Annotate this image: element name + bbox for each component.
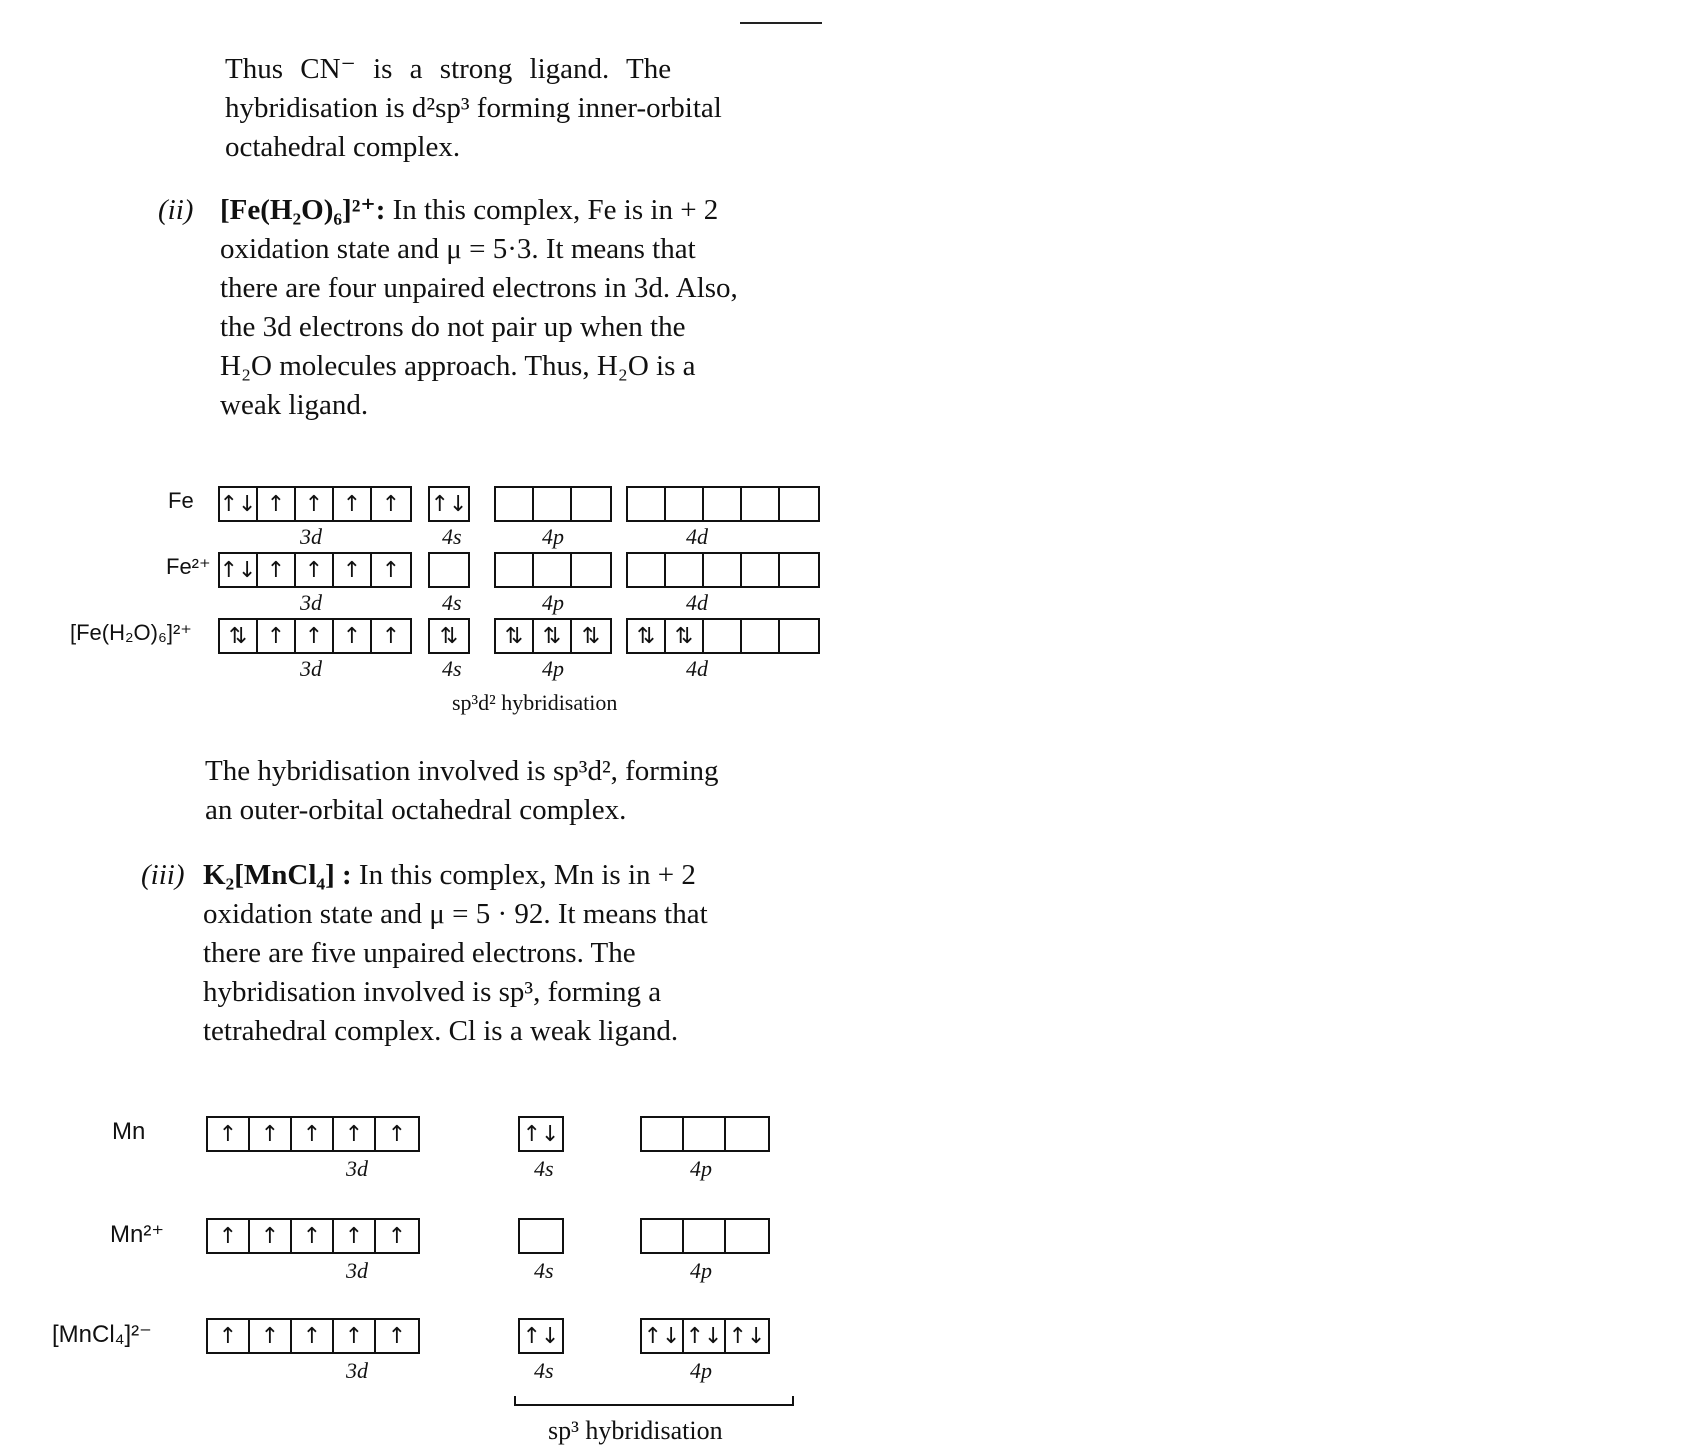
orbital-box: ↑ [296, 488, 334, 520]
orbital-label-d3: 3d [300, 590, 322, 615]
orbital-box: ↑ [334, 554, 372, 586]
orbital-box: ↑ [381, 491, 401, 517]
orbital-box: ↑ [334, 488, 372, 520]
orbital-box [534, 488, 572, 520]
hybridisation-brace [514, 1396, 794, 1406]
orbital-group-d3 [206, 1116, 420, 1152]
orbital-box [704, 488, 742, 520]
orbital-box [572, 488, 610, 520]
orbital-label-d4: 4d [686, 656, 708, 681]
orbital-box [430, 554, 468, 586]
orbital-label-d3: 3d [346, 1358, 368, 1383]
orbital-group-p4 [494, 618, 612, 654]
item-number: (ii) [158, 194, 194, 226]
text-line: oxidation state and μ = 5 · 92. It means that [203, 898, 708, 930]
orbital-box: ↑ [208, 1320, 250, 1352]
orbital-box [520, 1220, 562, 1252]
orbital-label-d3: 3d [346, 1156, 368, 1181]
orbital-group-d3 [218, 552, 412, 588]
paragraph-fe-h2o [158, 191, 830, 425]
orbital-box: ↑↓ [430, 491, 468, 517]
paragraph-mncl4 [141, 856, 813, 1051]
orbital-box [496, 554, 534, 586]
orbital-box: ↑ [387, 1323, 407, 1349]
orbital-box: ↑ [292, 1118, 334, 1150]
orbital-box: ↑ [387, 1121, 407, 1147]
orbital-group-s4 [518, 1218, 564, 1254]
hybridisation-note: sp³d² hybridisation [452, 690, 618, 715]
orbital-group-d3 [206, 1318, 420, 1354]
orbital-group-p4 [494, 486, 612, 522]
item-number: (iii) [141, 859, 185, 891]
paragraph-fe-hybridisation [205, 752, 815, 830]
text-line: there are four unpaired electrons in 3d. Also, [220, 272, 738, 304]
orbital-box: ⇅ [439, 623, 459, 649]
orbital-box: ⇅ [220, 620, 258, 652]
orbital-label-p4: 4p [690, 1156, 712, 1181]
orbital-box: ↑ [258, 620, 296, 652]
orbital-box [726, 1118, 768, 1150]
orbital-box [628, 554, 666, 586]
text-line: Thus CN⁻ is a strong ligand. The [225, 53, 672, 85]
orbital-box: ↑ [250, 1220, 292, 1252]
orbital-group-s4 [428, 486, 470, 522]
orbital-box [642, 1220, 684, 1252]
orbital-box [534, 554, 572, 586]
orbital-box: ↑ [334, 1320, 376, 1352]
orbital-group-d3 [218, 618, 412, 654]
orbital-box: ↑ [381, 557, 401, 583]
text-line: an outer-orbital octahedral complex. [205, 794, 627, 826]
orbital-row-label: [MnCl₄]²⁻ [52, 1321, 152, 1348]
orbital-box [742, 488, 780, 520]
paragraph-cn-conclusion [225, 50, 825, 167]
orbital-row-label: Fe²⁺ [166, 554, 211, 579]
orbital-box: ↑ [381, 623, 401, 649]
orbital-label-s4: 4s [442, 524, 462, 549]
orbital-box [642, 1118, 684, 1150]
orbital-group-d4 [626, 552, 820, 588]
text-line: there are five unpaired electrons. The [203, 937, 636, 969]
complex-heading: [Fe(H₂O)₆]²⁺: [220, 194, 386, 226]
orbital-box: ↑ [296, 620, 334, 652]
orbital-box [666, 554, 704, 586]
orbital-box: ↑ [334, 1220, 376, 1252]
orbital-group-p4 [640, 1318, 770, 1354]
orbital-label-d3: 3d [346, 1258, 368, 1283]
orbital-box: ⇅ [534, 620, 572, 652]
orbital-row-label: Mn [112, 1118, 146, 1145]
orbital-row-label: [Fe(H₂O)₆]²⁺ [70, 620, 192, 645]
orbital-box [666, 488, 704, 520]
orbital-label-d3: 3d [300, 524, 322, 549]
text-line: hybridisation is d²sp³ forming inner-orbital [225, 92, 722, 124]
orbital-group-s4 [428, 618, 470, 654]
orbital-box [704, 620, 742, 652]
text-line: oxidation state and μ = 5·3. It means that [220, 233, 696, 265]
orbital-label-p4: 4p [542, 656, 564, 681]
hybridisation-note: sp³ hybridisation [548, 1416, 723, 1445]
text-line: octahedral complex. [225, 131, 461, 163]
text-line: tetrahedral complex. Cl is a weak ligand. [203, 1015, 679, 1047]
orbital-box: ⇅ [666, 620, 704, 652]
orbital-box: ↑ [250, 1320, 292, 1352]
orbital-box: ↑ [208, 1220, 250, 1252]
orbital-box: ↑ [250, 1118, 292, 1150]
text-line: The hybridisation involved is sp³d², forming [205, 755, 719, 787]
orbital-box: ↑ [258, 488, 296, 520]
orbital-box: ↑ [334, 620, 372, 652]
orbital-group-d3 [206, 1218, 420, 1254]
orbital-label-p4: 4p [690, 1358, 712, 1383]
orbital-box: ↑↓ [684, 1320, 726, 1352]
orbital-label-d4: 4d [686, 590, 708, 615]
text-line [203, 856, 813, 895]
orbital-box: ↑↓ [522, 1121, 560, 1147]
orbital-box: ↑↓ [642, 1320, 684, 1352]
orbital-box [780, 554, 818, 586]
orbital-label-p4: 4p [542, 590, 564, 615]
orbital-box: ↑↓ [728, 1323, 766, 1349]
orbital-box [726, 1220, 768, 1252]
orbital-group-d3 [218, 486, 412, 522]
orbital-box: ↑ [258, 554, 296, 586]
orbital-box [684, 1118, 726, 1150]
orbital-box: ⇅ [581, 623, 601, 649]
orbital-group-s4 [518, 1116, 564, 1152]
top-rule [740, 22, 822, 24]
orbital-label-s4: 4s [442, 590, 462, 615]
orbital-group-p4 [494, 552, 612, 588]
orbital-box [742, 620, 780, 652]
orbital-box: ↑ [292, 1220, 334, 1252]
orbital-box: ⇅ [628, 620, 666, 652]
orbital-group-p4 [640, 1218, 770, 1254]
orbital-row-label: Fe [168, 488, 194, 513]
orbital-box: ⇅ [496, 620, 534, 652]
orbital-label-s4: 4s [534, 1156, 554, 1181]
orbital-box: ↑↓ [522, 1323, 560, 1349]
orbital-label-p4: 4p [542, 524, 564, 549]
orbital-box: ↑ [296, 554, 334, 586]
orbital-group-p4 [640, 1116, 770, 1152]
text-line: the 3d electrons do not pair up when the [220, 311, 686, 343]
text-segment: In this complex, Mn is in + 2 [358, 859, 696, 891]
orbital-box: ↑ [334, 1118, 376, 1150]
orbital-box [742, 554, 780, 586]
text-line: weak ligand. [220, 389, 369, 421]
orbital-box: ↑ [387, 1223, 407, 1249]
text-line [220, 191, 830, 230]
orbital-row-label: Mn²⁺ [110, 1221, 164, 1248]
orbital-box [628, 488, 666, 520]
text-line: H₂O molecules approach. Thus, H₂O is a [220, 350, 696, 382]
complex-heading: K₂[MnCl₄] : [203, 859, 352, 891]
orbital-label-d3: 3d [300, 656, 322, 681]
orbital-label-d4: 4d [686, 524, 708, 549]
orbital-box: ↑↓ [220, 554, 258, 586]
orbital-group-d4 [626, 486, 820, 522]
orbital-box [780, 488, 818, 520]
orbital-group-d4 [626, 618, 820, 654]
orbital-label-p4: 4p [690, 1258, 712, 1283]
text-line: hybridisation involved is sp³, forming a [203, 976, 662, 1008]
orbital-box [684, 1220, 726, 1252]
orbital-group-s4 [428, 552, 470, 588]
orbital-label-s4: 4s [442, 656, 462, 681]
orbital-box: ↑ [208, 1118, 250, 1150]
orbital-box [572, 554, 610, 586]
orbital-box: ↑ [292, 1320, 334, 1352]
orbital-box [704, 554, 742, 586]
orbital-box [496, 488, 534, 520]
text-segment: In this complex, Fe is in + 2 [392, 194, 719, 226]
orbital-label-s4: 4s [534, 1258, 554, 1283]
orbital-box: ↑↓ [220, 488, 258, 520]
orbital-label-s4: 4s [534, 1358, 554, 1383]
orbital-group-s4 [518, 1318, 564, 1354]
orbital-box [780, 620, 818, 652]
